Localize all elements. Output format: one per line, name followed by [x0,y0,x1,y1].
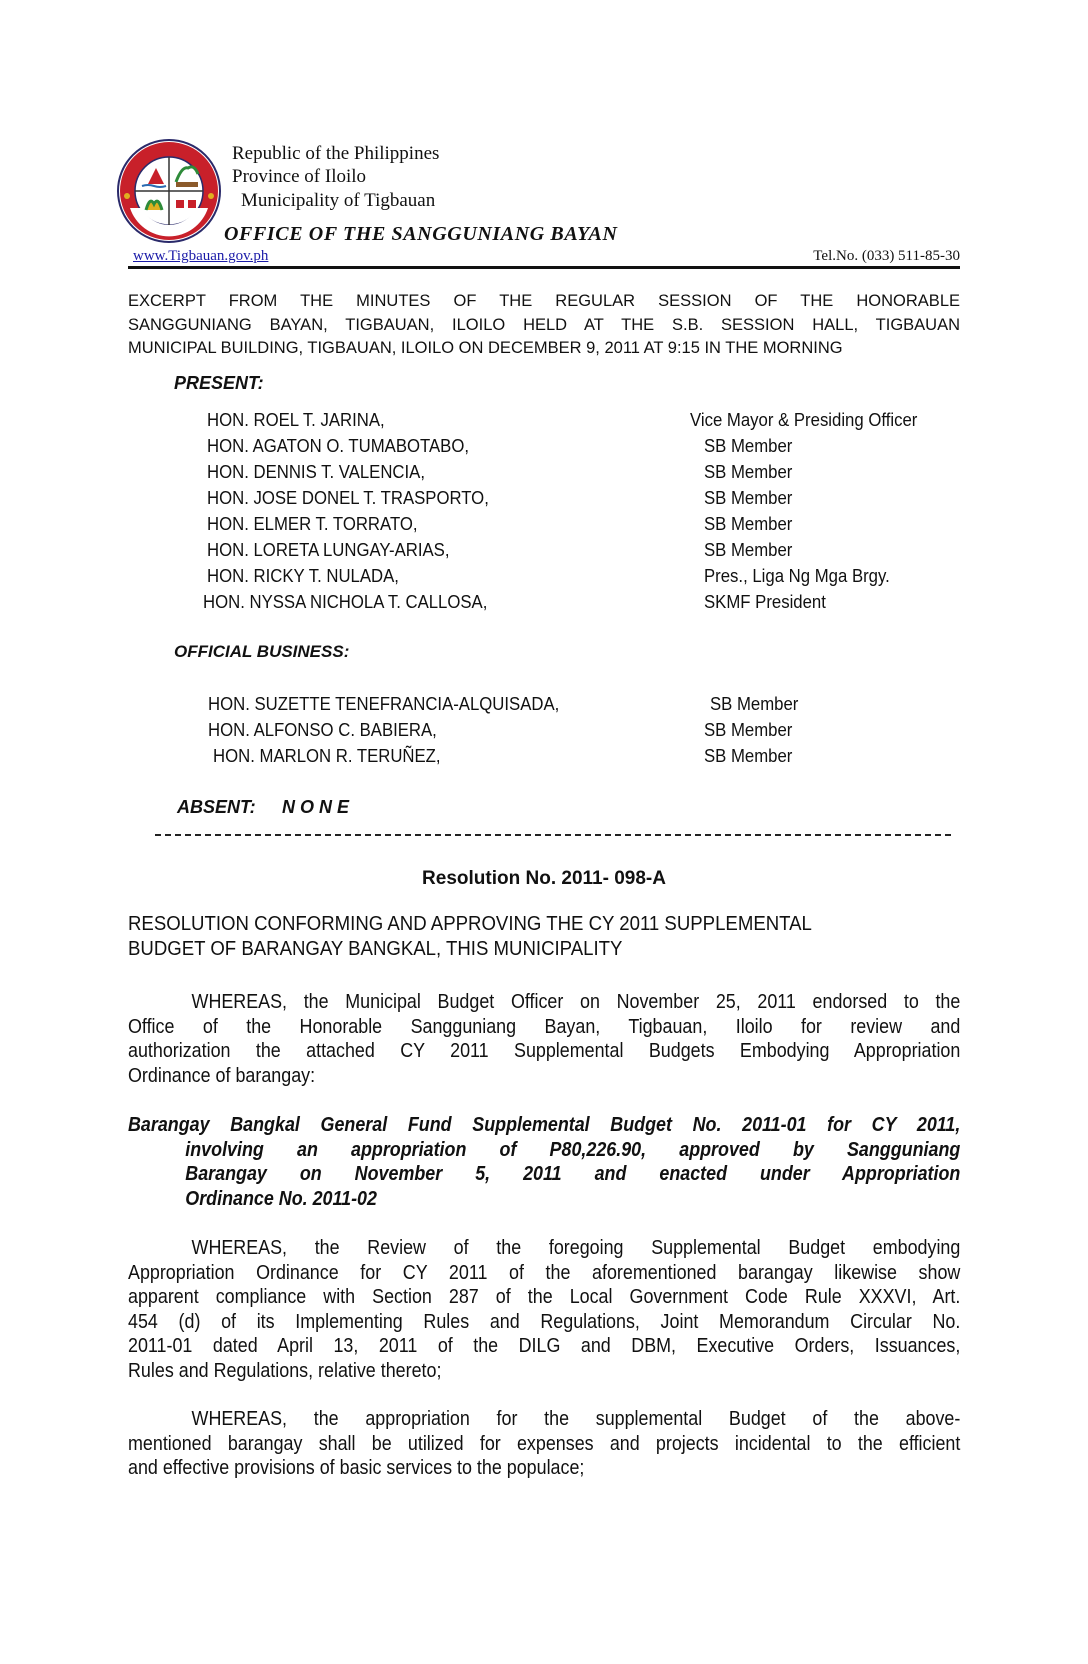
present-member-role: SB Member [704,436,793,456]
present-member-role: Vice Mayor & Presiding Officer [690,410,918,430]
budget-line: involving an appropriation of P80,226.90, approved by Sangguniang [185,1138,961,1161]
present-member-role: SB Member [704,514,793,534]
budget-line: Barangay Bangkal General Fund Supplemental Budget No. 2011-01 for CY 2011, [128,1114,961,1136]
present-member-name: HON. LORETA LUNGAY-ARIAS, [207,540,450,560]
letterhead-office: OFFICE OF THE SANGGUNIANG BAYAN [224,223,618,245]
official-business-member-role: SB Member [704,746,793,766]
official-business-member-name: HON. ALFONSO C. BABIERA, [208,720,437,740]
official-business-member-role: SB Member [710,694,799,714]
present-member-role: SB Member [704,488,793,508]
official-business-member-role: SB Member [704,720,793,740]
budget-line: Ordinance No. 2011-02 [185,1187,377,1210]
excerpt-line: MUNICIPAL BUILDING, TIGBAUAN, ILOILO ON DECEMBER 9, 2011 AT 9:15 IN THE MORNING [128,339,843,357]
paragraph-line: Rules and Regulations, relative thereto; [128,1359,442,1382]
present-member-name: HON. DENNIS T. VALENCIA, [207,462,425,482]
present-heading: PRESENT: [174,373,264,393]
present-member-name: HON. AGATON O. TUMABOTABO, [207,436,469,456]
paragraph-line: WHEREAS, the appropriation for the supplemental Budget of the above- [191,1408,961,1430]
official-business-member-name: HON. MARLON R. TERUÑEZ, [213,746,441,766]
paragraph-line: Appropriation Ordinance for CY 2011 of the aforementioned barangay likewise show [128,1261,961,1284]
excerpt-line: SANGGUNIANG BAYAN, TIGBAUAN, ILOILO HELD AT THE S.B. SESSION HALL, TIGBAUAN [128,315,960,334]
whereas-paragraph-3 [128,1407,960,1481]
present-member-role: Pres., Liga Ng Mga Brgy. [704,566,890,586]
official-business-heading: OFFICIAL BUSINESS: [174,642,350,661]
whereas-paragraph-1 [128,990,960,1088]
header-rule [128,266,960,269]
budget-line: Barangay on November 5, 2011 and enacted under Appropriation [185,1163,961,1185]
absent-value: N O N E [282,797,350,817]
official-business-member-name: HON. SUZETTE TENEFRANCIA-ALQUISADA, [208,694,560,714]
present-member-name: HON. JOSE DONEL T. TRASPORTO, [207,488,489,508]
letterhead-municipality: Municipality of Tigbauan [241,190,436,211]
section-divider [155,834,951,836]
website-link[interactable]: www.Tigbauan.gov.ph [133,248,269,264]
present-member-name: HON. NYSSA NICHOLA T. CALLOSA, [203,592,488,612]
absent-heading: ABSENT: [177,797,256,817]
excerpt-line: EXCERPT FROM THE MINUTES OF THE REGULAR SESSION OF THE HONORABLE [128,292,960,310]
resolution-title-line: RESOLUTION CONFORMING AND APPROVING THE CY 2011 SUPPLEMENTAL [128,913,812,935]
paragraph-line: Ordinance of barangay: [128,1064,316,1087]
present-member-name: HON. ROEL T. JARINA, [207,410,385,430]
paragraph-line: mentioned barangay shall be utilized for expenses and projects incidental to the efficient [128,1432,961,1455]
paragraph-line: WHEREAS, the Municipal Budget Officer on November 25, 2011 endorsed to the [191,991,961,1013]
whereas-paragraph-2 [128,1236,960,1383]
present-member-name: HON. RICKY T. NULADA, [207,566,399,586]
budget-reference [128,1113,960,1211]
paragraph-line: Office of the Honorable Sangguniang Bayan, Tigbauan, Iloilo for review and [128,1015,961,1038]
present-member-name: HON. ELMER T. TORRATO, [207,514,418,534]
minutes-excerpt [128,290,960,361]
paragraph-line: authorization the attached CY 2011 Supplemental Budgets Embodying Appropriation [128,1040,961,1062]
paragraph-line: WHEREAS, the Review of the foregoing Supplemental Budget embodying [191,1237,961,1259]
letterhead-province: Province of Iloilo [232,166,367,187]
municipal-seal-logo [116,138,222,244]
letterhead-republic: Republic of the Philippines [232,143,440,164]
present-member-role: SKMF President [704,592,826,612]
seal-icon [116,138,222,244]
present-member-role: SB Member [704,462,793,482]
telephone-number: Tel.No. (033) 511-85-30 [813,248,960,264]
paragraph-line: and effective provisions of basic services to the populace; [128,1457,585,1479]
resolution-number: Resolution No. 2011- 098-A [422,868,666,889]
resolution-title-line: BUDGET OF BARANGAY BANGKAL, THIS MUNICIPALITY [128,938,623,960]
resolution-title [128,912,812,962]
paragraph-line: 2011-01 dated April 13, 2011 of the DILG and DBM, Executive Orders, Issuances, [128,1335,961,1357]
present-member-role: SB Member [704,540,793,560]
paragraph-line: 454 (d) of its Implementing Rules and Regulations, Joint Memorandum Circular No. [128,1310,961,1333]
paragraph-line: apparent compliance with Section 287 of the Local Government Code Rule XXXVI, Art. [128,1286,961,1308]
